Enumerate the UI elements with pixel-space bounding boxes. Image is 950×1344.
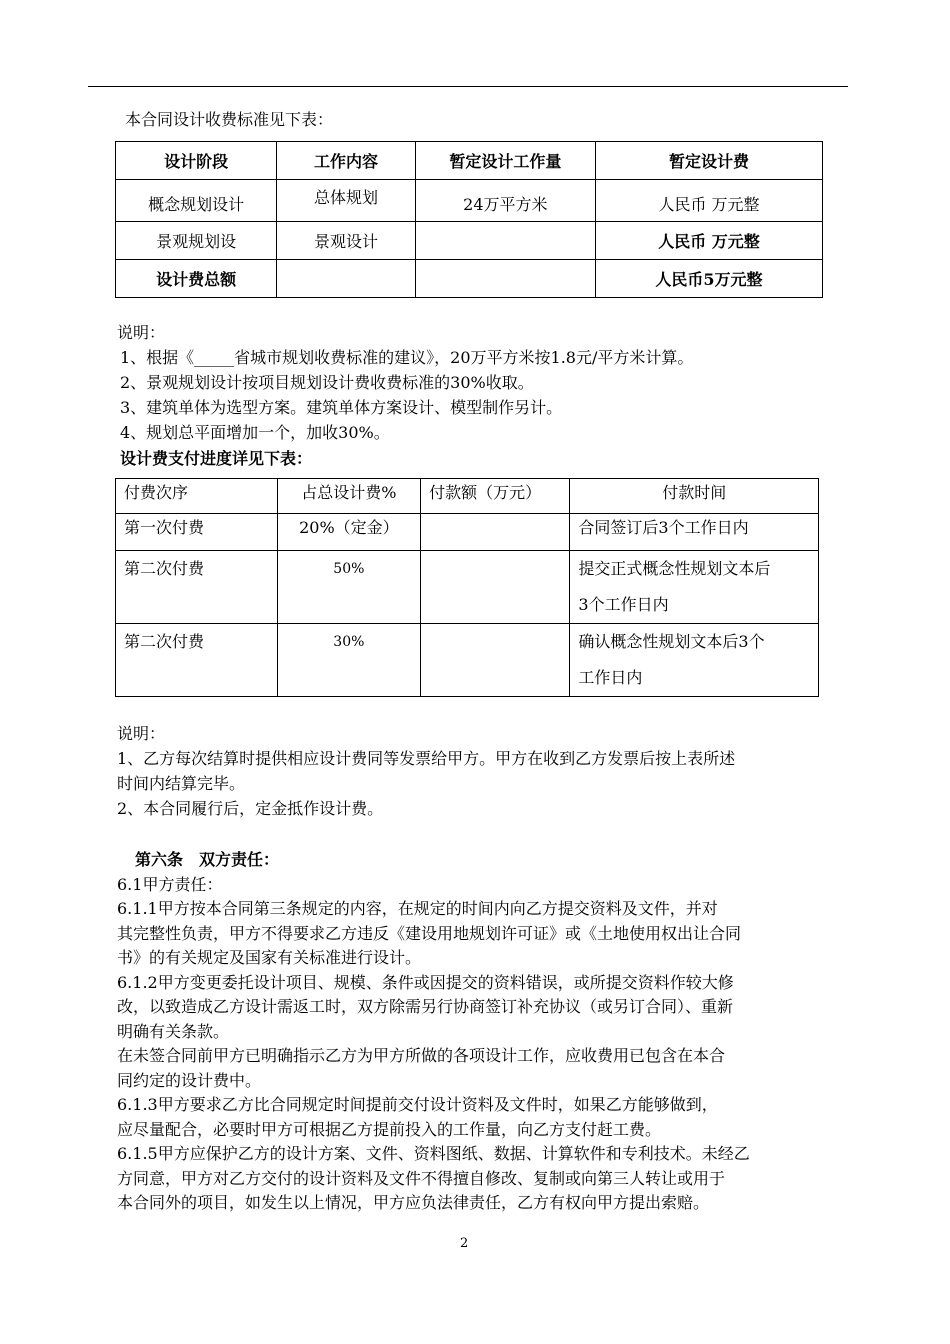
cell-line: 3个工作日内: [578, 595, 669, 614]
table-cell: [277, 260, 415, 298]
article-line: 改，以致造成乙方设计需返工时，双方除需另行协商签订补充协议（或另订合同）、重新: [117, 997, 734, 1016]
table-cell: 50%: [277, 551, 420, 624]
payment-table: [115, 478, 819, 697]
table-cell: [570, 624, 819, 697]
table-cell: 24万平方米: [415, 180, 595, 222]
note-heading: 说明：: [117, 323, 166, 342]
table-cell: 景观设计: [277, 222, 415, 260]
article-line: 6.1.1甲方按本合同第三条规定的内容，在规定的时间内向乙方提交资料及文件，并对: [117, 899, 718, 918]
table-header-row: [116, 479, 819, 514]
payment-schedule-heading: 设计费支付进度详见下表：: [120, 449, 313, 468]
header-rule: [88, 86, 848, 87]
article-line: 6.1.2甲方变更委托设计项目、规模、条件或因提交的资料错误，或所提交资料作较大修: [117, 973, 734, 992]
table-row: [116, 222, 823, 260]
article-line: 本合同外的项目，如发生以上情况，甲方应负法律责任，乙方有权向甲方提出索赔。: [117, 1193, 710, 1212]
header-cell: 工作内容: [277, 142, 415, 180]
note-line: 时间内结算完毕。: [117, 774, 246, 793]
article-line: 明确有关条款。: [117, 1022, 230, 1041]
table-cell: 概念规划设计: [116, 180, 277, 222]
article-line: 书》的有关规定及国家有关标准进行设计。: [117, 948, 422, 967]
table-cell: 人民币5万元整: [595, 260, 822, 298]
note-item: 1、根据《_____省城市规划收费标准的建议》，20万平方米按1.8元/平方米计算。: [120, 348, 694, 367]
table-cell: 总体规划: [277, 180, 415, 222]
header-cell: 付款时间: [570, 479, 819, 514]
table-cell: [570, 551, 819, 624]
header-cell: 设计阶段: [116, 142, 277, 180]
header-cell: 付费次序: [116, 479, 278, 514]
table-cell: [421, 551, 570, 624]
article-line: 6.1.5甲方应保护乙方的设计方案、文件、资料图纸、数据、计算软件和专利技术。未经乙: [117, 1144, 750, 1163]
table-cell: [415, 222, 595, 260]
article-line: 其完整性负责，甲方不得要求乙方违反《建设用地规划许可证》或《土地使用权出让合同: [117, 924, 742, 943]
table-row: [116, 180, 823, 222]
article-line: 在未签合同前甲方已明确指示乙方为甲方所做的各项设计工作，应收费用已包含在本合: [117, 1046, 726, 1065]
article-line: 6.1甲方责任：: [117, 875, 223, 894]
page-number: 2: [460, 1236, 469, 1251]
table-cell: [415, 260, 595, 298]
note-heading: 说明：: [117, 724, 166, 743]
article-line: 应尽量配合，必要时甲方可根据乙方提前投入的工作量，向乙方支付赶工费。: [117, 1120, 662, 1139]
table-row: [116, 260, 823, 298]
table-cell: 第一次付费: [116, 514, 278, 551]
article-line: 同约定的设计费中。: [117, 1071, 262, 1090]
table-cell: 第二次付费: [116, 551, 278, 624]
article-title: 第六条 双方责任：: [135, 850, 280, 869]
note-line: 1、乙方每次结算时提供相应设计费同等发票给甲方。甲方在收到乙方发票后按上表所述: [117, 749, 736, 768]
cell-line: 确认概念性规划文本后3个: [578, 632, 765, 651]
note-item: 4、规划总平面增加一个，加收30%。: [120, 423, 390, 442]
intro-text: 本合同设计收费标准见下表：: [125, 110, 334, 129]
cell-line: 提交正式概念性规划文本后: [578, 559, 771, 578]
fee-table: [115, 141, 823, 298]
table-row: [116, 551, 819, 624]
table-cell: 人民币 万元整: [595, 180, 822, 222]
table-cell: [421, 514, 570, 551]
note-line: 2、本合同履行后，定金抵作设计费。: [117, 799, 384, 818]
article-line: 6.1.3甲方要求乙方比合同规定时间提前交付设计资料及文件时，如果乙方能够做到，: [117, 1095, 718, 1114]
cell-line: 工作日内: [578, 668, 643, 687]
table-header-row: [116, 142, 823, 180]
article-line: 方同意，甲方对乙方交付的设计资料及文件不得擅自修改、复制或向第三人转让或用于: [117, 1169, 726, 1188]
note-item: 3、建筑单体为选型方案。建筑单体方案设计、模型制作另计。: [120, 398, 563, 417]
table-cell: 30%: [277, 624, 420, 697]
table-cell: 景观规划设: [116, 222, 277, 260]
table-cell: 人民币 万元整: [595, 222, 822, 260]
table-cell: 合同签订后3个工作日内: [570, 514, 819, 551]
table-cell: [421, 624, 570, 697]
table-cell: 20%（定金）: [277, 514, 420, 551]
table-row: [116, 514, 819, 551]
note-item: 2、景观规划设计按项目规划设计费收费标准的30%收取。: [120, 373, 534, 392]
table-cell: 设计费总额: [116, 260, 277, 298]
table-row: [116, 624, 819, 697]
header-cell: 暂定设计工作量: [415, 142, 595, 180]
table-cell: 第二次付费: [116, 624, 278, 697]
header-cell: 付款额（万元）: [421, 479, 570, 514]
header-cell: 暂定设计费: [595, 142, 822, 180]
header-cell: 占总设计费%: [277, 479, 420, 514]
